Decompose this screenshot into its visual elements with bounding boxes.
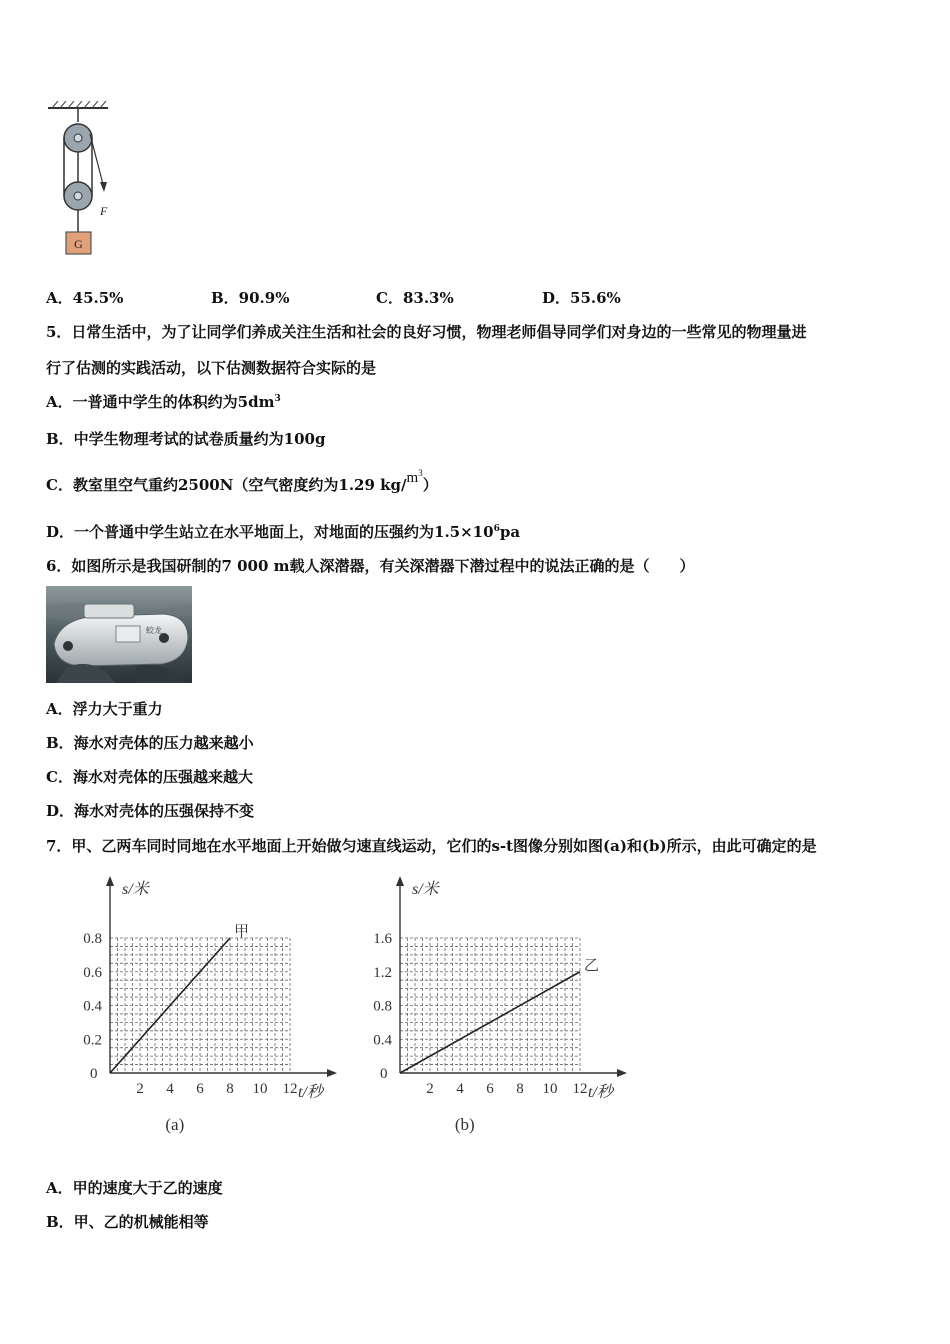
y-tick-label: 0.4 xyxy=(373,1032,392,1049)
origin-label: 0 xyxy=(380,1066,388,1082)
x-tick-label: 10 xyxy=(252,1081,268,1097)
y-tick-label: 0.2 xyxy=(83,1032,102,1049)
q6-stem: 6．如图所示是我国研制的7 000 m载人深潜器，有关深潜器下潜过程中的说法正确的是（ ） xyxy=(46,557,695,575)
q6-option-c[interactable]: C．海水对壳体的压强越来越大 xyxy=(46,768,253,786)
x-tick-label: 6 xyxy=(196,1081,204,1097)
q4-option-d[interactable]: D．55.6% xyxy=(542,289,621,307)
submersible-photo xyxy=(46,586,192,683)
y-axis-arrow xyxy=(396,876,404,886)
x-tick-label: 12 xyxy=(572,1081,588,1097)
q5-stem-line2: 行了估测的实践活动，以下估测数据符合实际的是 xyxy=(46,359,377,377)
q7-option-b[interactable]: B．甲、乙的机械能相等 xyxy=(46,1213,209,1231)
pulley-figure xyxy=(44,98,124,260)
y-axis-label: s/米 xyxy=(122,881,149,898)
chart-caption: (a) xyxy=(165,1115,185,1134)
q6-option-a[interactable]: A．浮力大于重力 xyxy=(46,700,163,718)
x-axis-label: t/秒 xyxy=(298,1084,323,1101)
q5-a-superscript: 3 xyxy=(274,394,281,404)
weight-label: G xyxy=(74,237,83,251)
q6-option-b[interactable]: B．海水对壳体的压力越来越小 xyxy=(46,734,254,752)
x-tick-label: 2 xyxy=(136,1081,144,1097)
force-label: F xyxy=(100,204,108,218)
series-label: 甲 xyxy=(234,924,250,940)
q5-option-a[interactable]: A．一普通中学生的体积约为$5dm^3$ xyxy=(46,393,281,411)
y-tick-label: 1.6 xyxy=(373,931,392,947)
q5-option-c[interactable]: C．教室里空气重约2500N（空气密度约为1.29 $kg/m^3$） xyxy=(46,468,438,494)
chart-caption: (b) xyxy=(454,1115,475,1134)
x-axis-arrow xyxy=(617,1069,627,1077)
q5-option-b[interactable]: B．中学生物理考试的试卷质量约为100g xyxy=(46,430,326,448)
x-tick-label: 8 xyxy=(516,1081,524,1097)
x-axis-label: t/秒 xyxy=(588,1084,613,1101)
y-tick-label: 1.2 xyxy=(373,964,392,981)
x-tick-label: 4 xyxy=(456,1081,464,1097)
q6-option-d[interactable]: D．海水对壳体的压强保持不变 xyxy=(46,802,255,820)
x-tick-label: 10 xyxy=(542,1081,558,1097)
y-tick-label: 0.4 xyxy=(83,998,102,1015)
q4-options xyxy=(46,287,646,307)
q7-option-a[interactable]: A．甲的速度大于乙的速度 xyxy=(46,1179,223,1197)
submersible-name: 蛟龙 xyxy=(146,626,162,635)
x-tick-label: 4 xyxy=(166,1081,174,1097)
x-axis-arrow xyxy=(327,1069,337,1077)
origin-label: 0 xyxy=(90,1066,98,1082)
series-label: 乙 xyxy=(584,957,600,974)
x-tick-label: 12 xyxy=(282,1081,298,1097)
x-tick-label: 8 xyxy=(226,1081,234,1097)
q7-stem: 7．甲、乙两车同时同地在水平地面上开始做匀速直线运动，它们的s-t图像分别如图(a)和(b)所示，由此可确定的是 xyxy=(46,837,817,855)
y-axis-label: s/米 xyxy=(412,881,439,898)
x-tick-label: 6 xyxy=(486,1081,494,1097)
y-tick-label: 0.8 xyxy=(83,931,102,947)
q5-stem-line1: 5．日常生活中，为了让同学们养成关注生活和社会的良好习惯，物理老师倡导同学们对身边的一些常见的物理量进 xyxy=(46,323,807,341)
st-chart-b xyxy=(360,868,660,1148)
q4-option-b[interactable]: B．90.9% xyxy=(211,289,290,307)
q4-option-c[interactable]: C．83.3% xyxy=(376,289,454,307)
y-tick-label: 0.8 xyxy=(373,998,392,1015)
x-tick-label: 2 xyxy=(426,1081,434,1097)
q5-option-d[interactable]: D．一个普通中学生站立在水平地面上，对地面的压强约为$1.5\times 10^6pa$ xyxy=(46,523,521,541)
st-chart-a xyxy=(70,868,370,1148)
q4-option-a[interactable]: A．45.5% xyxy=(46,289,124,307)
y-axis-arrow xyxy=(106,876,114,886)
y-tick-label: 0.6 xyxy=(83,964,102,981)
q5-c-unit: $m^3$ xyxy=(406,468,423,486)
